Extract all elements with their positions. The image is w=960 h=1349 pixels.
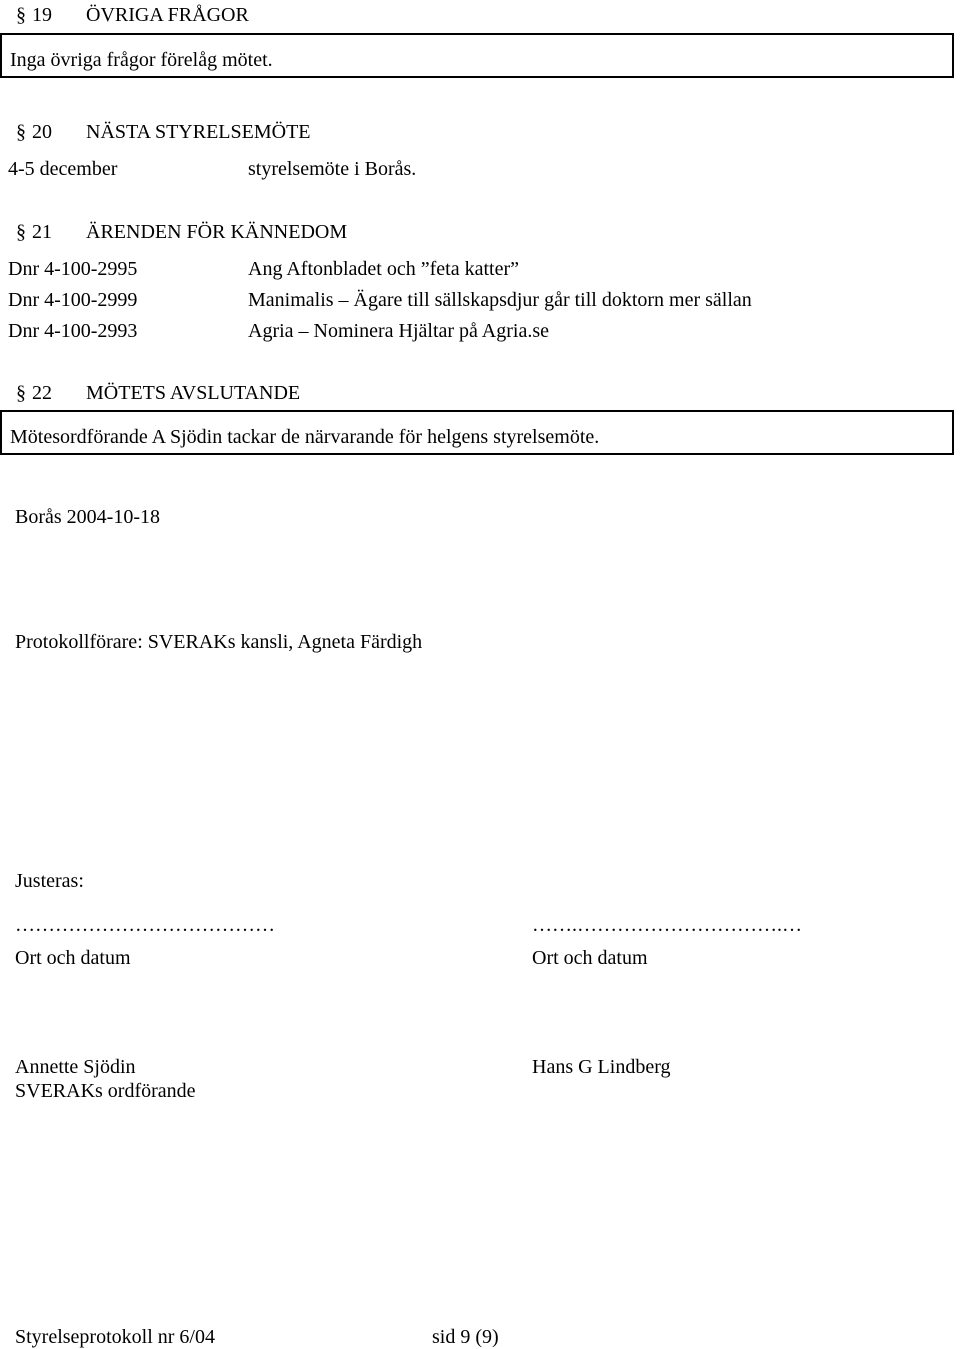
ovriga-text: Inga övriga frågor förelåg mötet.: [10, 49, 273, 71]
ovriga-box: [0, 33, 954, 78]
signatory-name: Annette Sjödin: [15, 1056, 136, 1078]
footer-doc: Styrelseprotokoll nr 6/04: [15, 1326, 215, 1348]
arende-text: Manimalis – Ägare till sällskapsdjur går till doktorn mer sällan: [248, 289, 752, 311]
section-number: 22: [32, 382, 52, 404]
meeting-date: 4-5 december: [8, 158, 118, 180]
avslutande-text: Mötesordförande A Sjödin tackar de närvarande för helgens styrelsemöte.: [10, 426, 600, 448]
arende-dnr: Dnr 4-100-2999: [8, 289, 138, 311]
section-title: ÄRENDEN FÖR KÄNNEDOM: [86, 221, 348, 243]
justeras-label: Justeras:: [15, 870, 84, 892]
arende-dnr: Dnr 4-100-2995: [8, 258, 138, 280]
section-title: MÖTETS AVSLUTANDE: [86, 382, 301, 404]
section-20-heading: [0, 122, 400, 144]
section-symbol: §: [16, 4, 26, 26]
signature-place-label: Ort och datum: [15, 947, 131, 969]
section-19-heading: [0, 5, 400, 27]
arende-dnr: Dnr 4-100-2993: [8, 320, 138, 342]
section-symbol: §: [16, 382, 26, 404]
section-22-heading: [0, 383, 500, 405]
section-number: 19: [32, 4, 52, 26]
footer-page: sid 9 (9): [432, 1326, 499, 1348]
section-title: NÄSTA STYRELSEMÖTE: [86, 121, 311, 143]
signatory-role: SVERAKs ordförande: [15, 1080, 196, 1102]
place-date: Borås 2004-10-18: [15, 506, 160, 528]
meeting-text: styrelsemöte i Borås.: [248, 158, 417, 180]
section-symbol: §: [16, 121, 26, 143]
protokollforare: Protokollförare: SVERAKs kansli, Agneta Färdigh: [15, 631, 423, 653]
section-21-heading: [0, 222, 500, 244]
arende-text: Agria – Nominera Hjältar på Agria.se: [248, 320, 550, 342]
signature-line: …….………………………….…: [532, 914, 802, 936]
section-number: 20: [32, 121, 52, 143]
section-symbol: §: [16, 221, 26, 243]
avslutande-box: [0, 410, 954, 455]
signature-place-label: Ort och datum: [532, 947, 648, 969]
signature-line: …………………………………: [15, 914, 275, 936]
section-title: ÖVRIGA FRÅGOR: [86, 4, 249, 26]
section-number: 21: [32, 221, 52, 243]
signatory-name: Hans G Lindberg: [532, 1056, 671, 1078]
arende-text: Ang Aftonbladet och ”feta katter”: [248, 258, 519, 280]
